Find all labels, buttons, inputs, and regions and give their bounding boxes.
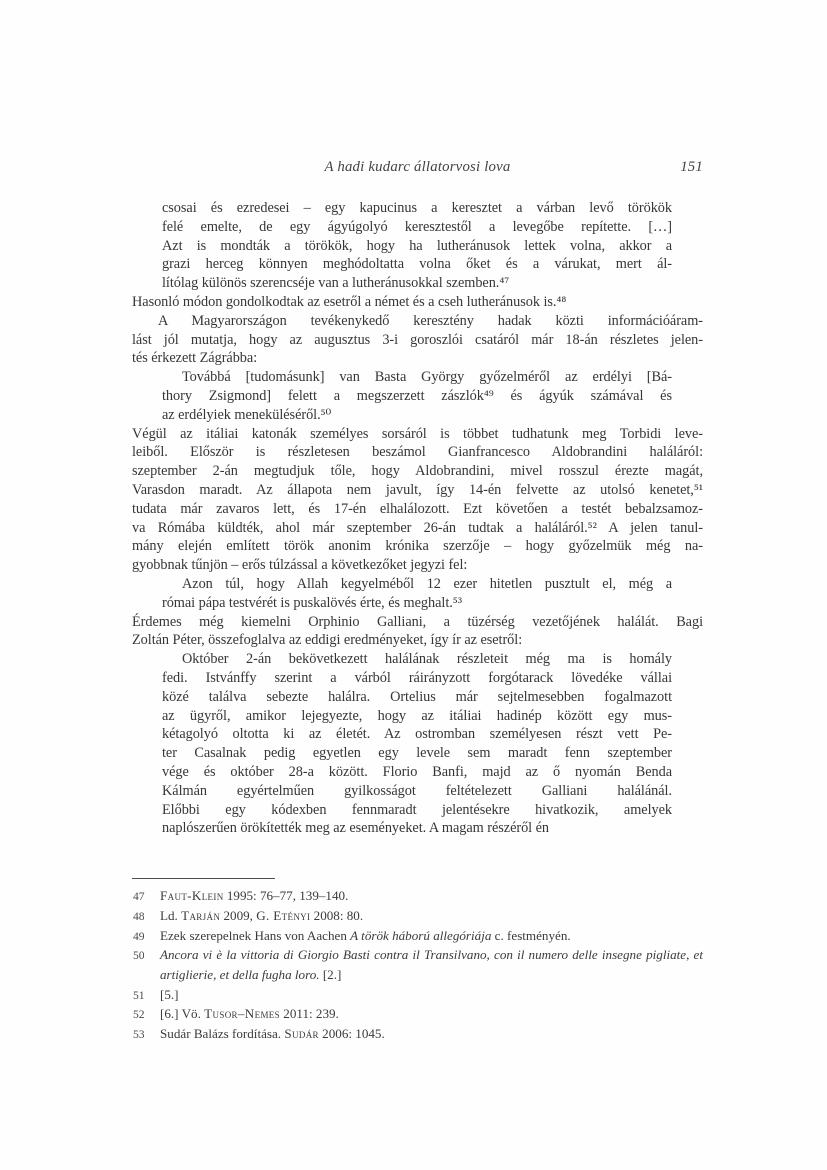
paragraph bbox=[132, 293, 703, 312]
footnote-text: 2011: 239. bbox=[280, 1006, 339, 1022]
block-quote bbox=[162, 199, 672, 293]
text-line: Kálmán egyértelműen gyilkosságot feltételezett Galliani halálánál. bbox=[162, 782, 672, 799]
footnote-number: 52 bbox=[133, 1008, 145, 1022]
text-line: Zoltán Péter, összefoglalva az eddigi eredményeket, így ír az esetről: bbox=[132, 632, 523, 649]
footnote-number: 50 bbox=[133, 949, 145, 963]
text-line: va Rómába küldték, ahol már szeptember 26-án tudtak a haláláról.⁵² A jelen tanul- bbox=[132, 519, 703, 536]
text-line: lást jól mutatja, hogy az augusztus 3-i goroszlói csatáról már 18-án részletes jelen- bbox=[132, 331, 703, 348]
text-line: gyobbnak tűnjön – erős túlzással a következőket jegyzi fel: bbox=[132, 557, 468, 574]
text-column bbox=[132, 0, 703, 1044]
text-line: A Magyarországon tevékenykedő keresztény hadak közti információáram- bbox=[158, 312, 703, 329]
chapter-title: A hadi kudarc állatorvosi lova bbox=[324, 159, 511, 175]
text-line: Hasonló módon gondolkodtak az esetről a német és a cseh lutheránusok is.⁴⁸ bbox=[132, 293, 567, 310]
footnote-text: 2008: 80. bbox=[310, 907, 364, 923]
block-quote bbox=[162, 575, 672, 613]
text-line: vége és október 28-a között. Florio Banfi, majd az ő nyomán Benda bbox=[162, 763, 672, 780]
footnote-51 bbox=[132, 985, 703, 1005]
footnote-text: c. festményén. bbox=[491, 927, 571, 943]
footnote-49 bbox=[132, 926, 703, 946]
paragraph bbox=[132, 312, 703, 368]
text-line: Továbbá [tudomásunk] van Basta György győzelméről az erdélyi [Bá- bbox=[182, 369, 672, 386]
footnote-text: Faut-Klein bbox=[160, 888, 224, 904]
text-line: az ügyről, amikor lejegyezte, hogy az itáliai hadinép között egy mus- bbox=[162, 707, 672, 724]
text-line: mány elején említett török anonim krónika szerzője – hogy győzelmük még na- bbox=[132, 538, 703, 555]
footnote-text: 1995: 76–77, 139–140. bbox=[223, 888, 349, 904]
footnote-text: Sudár Balázs fordítása. bbox=[160, 1026, 285, 1042]
footnote-48 bbox=[132, 906, 703, 926]
footnote-number: 49 bbox=[133, 929, 145, 943]
paragraph bbox=[132, 425, 703, 575]
text-line: Végül az itáliai katonák személyes sorsáról is többet tudhatunk meg Torbidi leve- bbox=[132, 425, 703, 442]
text-line: naplószerűen örökítették meg az eseményeket. A magam részéről én bbox=[162, 820, 550, 837]
paragraph bbox=[132, 613, 703, 651]
text-line: Október 2-án bekövetkezett halálának részleteit még ma is homály bbox=[182, 651, 672, 668]
footnote-47 bbox=[132, 886, 703, 906]
block-quote bbox=[162, 368, 672, 424]
footnote-text: Tarján bbox=[181, 907, 221, 923]
text-line: ter Casalnak pedig egyetlen egy levele sem maradt fenn szeptember bbox=[162, 745, 672, 762]
footnote-number: 48 bbox=[133, 909, 145, 923]
text-line: felé emelte, de egy ágyúgolyó keresztestől a levegőbe repítette. […] bbox=[162, 218, 672, 235]
footnote-text: G. Etényi bbox=[256, 907, 311, 923]
footnote-text: Ld. bbox=[160, 907, 182, 923]
text-line: szeptember 2-án megtudjuk tőle, hogy Aldobrandini, mivel rosszul érezte magát, bbox=[132, 463, 703, 480]
text-line: római pápa testvérét is puskalövés érte, és meghalt.⁵³ bbox=[162, 594, 462, 611]
text-line: tudata már zavaros lett, és 17-én elhalálozott. Ezt követően a testét bebalzsamoz- bbox=[132, 500, 703, 517]
footnote-text: Ancora vi è la vittoria di Giorgio Basti contra il Transilvano, con il numero delle insegne pigliate, et artiglierie, et della fugha loro. bbox=[160, 947, 703, 982]
text-line: Azt is mondták a törökök, hogy ha lutheránusok lettek volna, akkor a bbox=[162, 237, 672, 254]
text-line: kétagolyó oltotta ki az életét. Az ostromban személyesen részt vett Pe- bbox=[162, 726, 672, 743]
footnote-separator bbox=[132, 878, 275, 879]
text-line: közé találva sebezte halálra. Ortelius már sejtelmesebben fogalmazott bbox=[162, 688, 672, 705]
footnote-text: [6.] Vö. bbox=[160, 1006, 205, 1022]
body-text bbox=[132, 199, 703, 838]
text-line: leiből. Először is részletesen beszámol Gianfrancesco Aldobrandini haláláról: bbox=[132, 444, 703, 461]
footnote-text: [2.] bbox=[319, 966, 342, 982]
footnote-text: 2009, bbox=[220, 907, 257, 923]
footnotes bbox=[132, 886, 703, 1044]
footnote-text: Sudár bbox=[284, 1026, 319, 1042]
text-line: thory Zsigmond] felett a megszerzett zászlók⁴⁹ és ágyúk számával és bbox=[162, 387, 672, 404]
text-line: csosai és ezredesei – egy kapucinus a keresztet a várban levő törökök bbox=[162, 200, 672, 216]
text-line: lítólag különös szerencséje van a lutheránusokkal szemben.⁴⁷ bbox=[162, 275, 510, 292]
text-line: Érdemes még kiemelni Orphinio Galliani, a tüzérség vezetőjének halálát. Bagi bbox=[132, 613, 703, 630]
text-line: Előbbi egy kódexben fennmaradt jelentésekre hivatkozik, amelyek bbox=[162, 801, 672, 818]
footnote-text: Ezek szerepelnek Hans von Aachen bbox=[160, 927, 351, 943]
running-header bbox=[132, 158, 703, 177]
text-line: Azon túl, hogy Allah kegyelméből 12 ezer hitetlen pusztult el, még a bbox=[182, 575, 672, 592]
footnote-text: 2006: 1045. bbox=[318, 1026, 385, 1042]
page-number: 151 bbox=[680, 159, 703, 175]
footnote-number: 47 bbox=[133, 890, 145, 904]
footnote-text: A török háború allegóriája bbox=[350, 927, 492, 943]
footnote-52 bbox=[132, 1004, 703, 1024]
footnote-text: [5.] bbox=[160, 986, 179, 1002]
text-line: fedi. Istvánffy szerint a várból ráirányzott forgótarack lövedéke vállai bbox=[162, 669, 672, 686]
footnote-53 bbox=[132, 1024, 703, 1044]
footnote-number: 53 bbox=[133, 1028, 145, 1042]
text-line: tés érkezett Zágrábba: bbox=[132, 350, 258, 367]
text-line: Varasdon maradt. Az állapota nem javult, így 14-én felvette az utolsó kenetet,⁵¹ bbox=[132, 481, 703, 498]
block-quote bbox=[162, 650, 672, 838]
footnote-number: 51 bbox=[133, 988, 145, 1002]
text-line: grazi herceg könnyen meghódoltatta volna őket és a várukat, mert ál- bbox=[162, 256, 672, 273]
text-line: az erdélyiek meneküléséről.⁵⁰ bbox=[162, 406, 332, 423]
footnote-50 bbox=[132, 945, 703, 984]
footnote-text: Tusor–Nemes bbox=[204, 1006, 281, 1022]
